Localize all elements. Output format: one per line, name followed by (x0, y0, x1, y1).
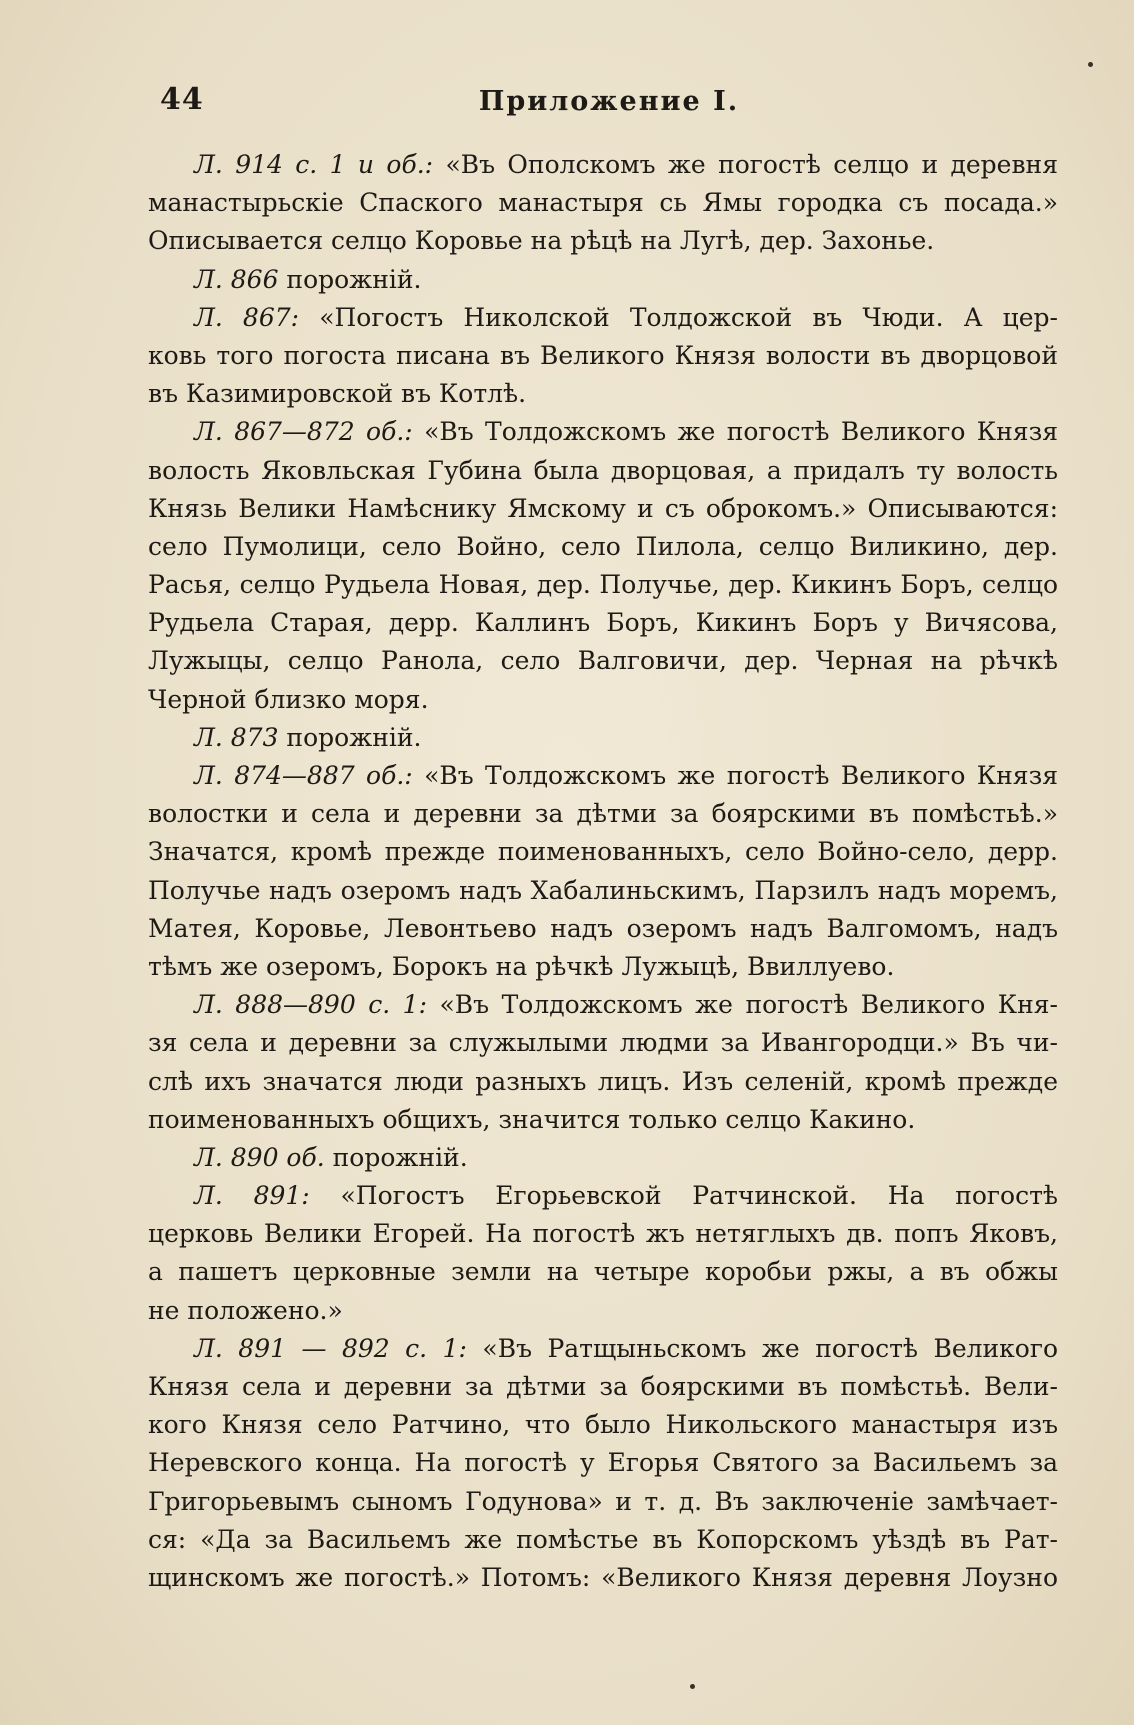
text-line: Л. 874—887 об.: «Въ Толдожскомъ же погостѣ Великого Князя (194, 761, 1058, 790)
folio-reference: Л. 888—890 с. 1: (194, 990, 428, 1020)
text-line: зя села и деревни за служылыми людми за Ивангородци.» Въ чи- (148, 1028, 1058, 1058)
paragraph (148, 986, 1058, 1139)
page-body (148, 146, 1058, 1597)
paragraph (148, 719, 1058, 757)
text-line: Л. 888—890 с. 1: «Въ Толдожскомъ же погостѣ Великого Кня- (194, 990, 1058, 1020)
paragraph (148, 299, 1058, 414)
folio-reference: Л. 873 (194, 722, 279, 752)
text-line: въ Казимировской въ Котлѣ. (148, 379, 527, 409)
text-line: слѣ ихъ значатся люди разныхъ лицъ. Изъ селеній, кромѣ прежде (148, 1066, 1058, 1096)
paragraph (148, 1177, 1058, 1330)
text-line: Расья, селцо Рудьела Новая, дер. Получье, дер. Кикинъ Боръ, селцо (148, 570, 1058, 600)
text-line: щинскомъ же погостѣ.» Потомъ: «Великого Князя деревня Лоузно (148, 1562, 1058, 1592)
paragraph (148, 757, 1058, 986)
text-line: поименованныхъ общихъ, значится только селцо Какино. (148, 1104, 916, 1134)
text-line: волостки и села и деревни за дѣтми за боярскими въ помѣстьѣ.» (148, 799, 1058, 829)
folio-reference: Л. 914 с. 1 и об.: (194, 150, 434, 179)
text-line: церковь Велики Егорей. На погостѣ жъ нетяглыхъ дв. попъ Яковъ, (148, 1219, 1058, 1249)
page-number: 44 (160, 82, 204, 117)
text-line: Л. 891 — 892 с. 1: «Въ Ратщыньскомъ же погостѣ Великого (194, 1333, 1058, 1363)
folio-reference: Л. 891: (194, 1181, 310, 1211)
text-line: кого Князя село Ратчино, что было Никольского манастыря изъ (148, 1410, 1058, 1440)
text-line: Лужыцы, селцо Ранола, село Валговичи, дер. Черная на рѣчкѣ (148, 646, 1058, 676)
paper-speck (690, 1684, 695, 1689)
text-line: село Пумолици, село Войно, село Пилола, селцо Виликино, дер. (148, 531, 1058, 561)
folio-reference: Л. 890 об. (194, 1142, 325, 1172)
text-line: не положено.» (148, 1295, 343, 1325)
text-line: Л. 891: «Погостъ Егорьевской Ратчинской. На погостѣ (194, 1181, 1058, 1211)
text-line: Значатся, кромѣ прежде поименованныхъ, село Войно-село, дерр. (148, 837, 1058, 867)
running-title: Приложение I. (478, 86, 740, 117)
paragraph (148, 146, 1058, 261)
text-line: Матея, Коровье, Левонтьево надъ озеромъ надъ Валгомомъ, надъ (148, 913, 1058, 943)
text-line: ся: «Да за Васильемъ же помѣстье въ Копорскомъ уѣздѣ въ Рат- (148, 1524, 1058, 1554)
text-line: а пашетъ церковные земли на четыре коробьи ржы, а въ обжы (148, 1257, 1058, 1287)
paper-speck (1088, 62, 1093, 67)
folio-reference: Л. 891 — 892 с. 1: (194, 1333, 467, 1363)
text-line: Григорьевымъ сыномъ Годунова» и т. д. Въ заключеніе замѣчает- (148, 1486, 1058, 1516)
text-line: Князя села и деревни за дѣтми за боярскими въ помѣстьѣ. Вели- (148, 1372, 1058, 1401)
folio-reference: Л. 867: (194, 302, 300, 332)
text-line: волость Яковльская Губина была дворцовая, а придалъ ту волость (148, 455, 1058, 485)
paragraph (148, 261, 1058, 299)
paragraph (148, 413, 1058, 719)
text-line: Л. 873 порожній. (194, 722, 422, 752)
text-line: Получье надъ озеромъ надъ Хабалиньскимъ, Парзилъ надъ моремъ, (148, 875, 1058, 905)
text-line: Л. 914 с. 1 и об.: «Въ Ополскомъ же погостѣ селцо и деревня (194, 150, 1058, 179)
paragraph (148, 1139, 1058, 1177)
text-line: Л. 866 порожній. (194, 264, 422, 294)
text-line: тѣмъ же озеромъ, Борокъ на рѣчкѣ Лужыцѣ, Ввиллуево. (148, 951, 895, 981)
text-line: Л. 890 об. порожній. (194, 1142, 468, 1172)
text-line: Л. 867—872 об.: «Въ Толдожскомъ же погостѣ Великого Князя (194, 417, 1058, 447)
text-line: Л. 867: «Погостъ Николской Толдожской въ Чюди. А цер- (194, 302, 1058, 332)
text-line: ковь того погоста писана въ Великого Князя волости въ дворцовой (148, 340, 1058, 370)
text-line: Неревского конца. На погостѣ у Егорья Святого за Васильемъ за (148, 1448, 1058, 1478)
folio-reference: Л. 866 (194, 264, 279, 294)
folio-reference: Л. 867—872 об.: (194, 417, 413, 447)
paragraph (148, 1330, 1058, 1597)
text-line: Черной близко моря. (148, 684, 429, 714)
page-header (160, 80, 1058, 124)
text-line: Описывается селцо Коровье на рѣцѣ на Лугѣ, дер. Захонье. (148, 226, 935, 256)
text-line: Князь Велики Намѣснику Ямскому и съ оброкомъ.» Описываются: (148, 493, 1058, 523)
text-line: Рудьела Старая, дерр. Каллинъ Боръ, Кикинъ Боръ у Вичясова, (148, 608, 1058, 638)
folio-reference: Л. 874—887 об.: (194, 761, 413, 790)
text-line: манастырьскіе Спаского манастыря сь Ямы городка съ посада.» (148, 188, 1058, 218)
